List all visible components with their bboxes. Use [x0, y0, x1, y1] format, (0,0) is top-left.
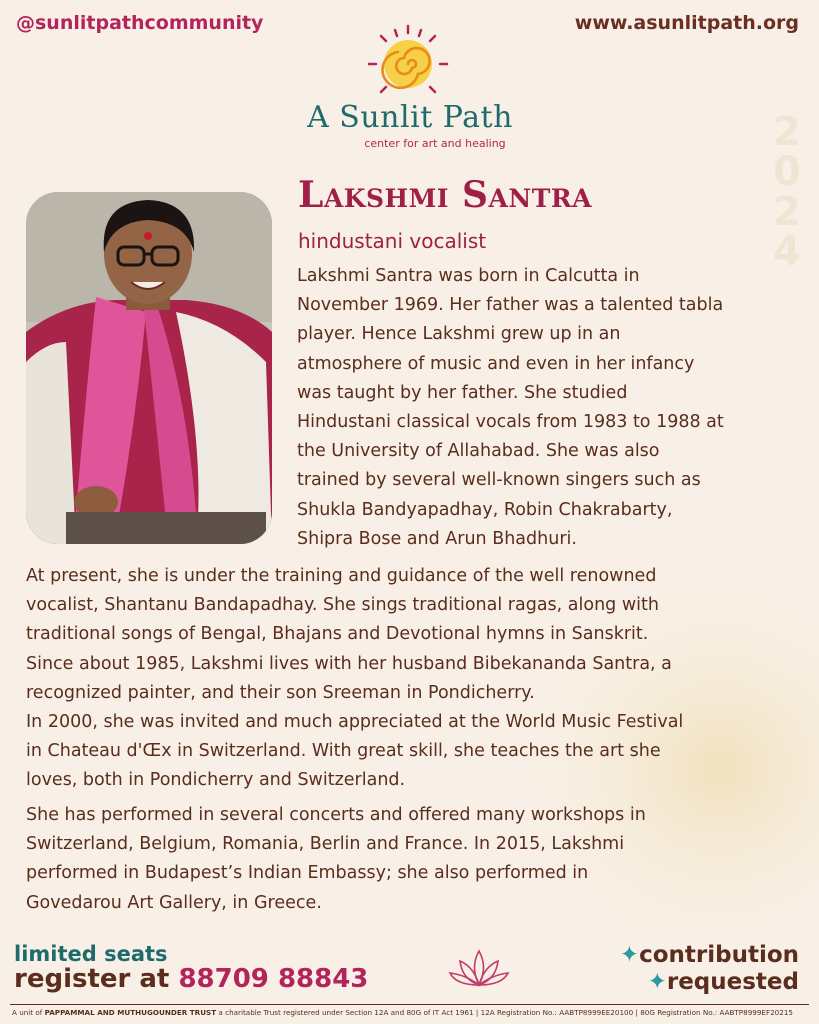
year-vertical [764, 109, 810, 275]
bio-paragraph-1 [297, 262, 797, 554]
year-digit: 2 [773, 109, 801, 155]
footer-separator: | [635, 1008, 638, 1017]
footer-trust-desc: a charitable Trust registered under Section 12A and 80G of IT Act 1961 [218, 1008, 474, 1017]
footer-unit-prefix: A unit of [12, 1008, 43, 1017]
portrait-illustration [26, 192, 272, 544]
bio-line: performed in Budapest’s Indian Embassy; she also performed in [26, 863, 589, 884]
footer-trust-name: PAPPAMMAL AND MUTHUGOUNDER TRUST [44, 1008, 217, 1017]
bio-line: in Chateau d'Œx in Switzerland. With great skill, she teaches the art she [26, 741, 661, 762]
register-label: register at [14, 964, 170, 994]
footer-legal [12, 1008, 812, 1017]
bio-line: November 1969. Her father was a talented tabla [297, 295, 724, 316]
artist-name: Lakshmi Santra [298, 174, 593, 216]
bio-paragraph-3 [26, 801, 796, 918]
logo-subtitle: center for art and healing [364, 137, 506, 150]
footer-divider [10, 1004, 809, 1005]
bio-paragraph-2 [26, 562, 796, 796]
sparkle-icon: ✦ [619, 942, 640, 968]
contribution-requested [620, 942, 799, 996]
logo-title: A Sunlit Path [307, 100, 513, 135]
bio-line: was taught by her father. She studied [297, 382, 628, 403]
phone-number[interactable]: 88709 88843 [178, 964, 369, 994]
bio-line: Switzerland, Belgium, Romania, Berlin and France. In 2015, Lakshmi [26, 834, 625, 855]
bio-line: Shipra Bose and Arun Bhadhuri. [297, 528, 577, 549]
bio-line: Lakshmi Santra was born in Calcutta in [297, 266, 640, 286]
bio-line: traditional songs of Bengal, Bhajans and Devotional hymns in Sanskrit. [26, 624, 649, 645]
bio-line: recognized painter, and their son Sreeman in Pondicherry. [26, 682, 535, 703]
website-url[interactable]: www.asunlitpath.org [574, 12, 799, 34]
bio-line: Hindustani classical vocals from 1983 to 1988 at [297, 412, 724, 433]
bio-line: Shukla Bandyapadhay, Robin Chakrabarty, [297, 499, 673, 520]
footer-separator: | [475, 1008, 479, 1017]
bio-line: vocalist, Shantanu Bandapadhay. She sings traditional ragas, along with [26, 595, 659, 616]
year-digit: 4 [773, 229, 801, 275]
sun-spiral-logo-icon [363, 22, 453, 112]
artist-role: hindustani vocalist [298, 229, 487, 253]
bio-line: trained by several well-known singers such as [297, 470, 701, 491]
year-digit: 0 [773, 149, 801, 195]
bio-line: In 2000, she was invited and much appreciated at the World Music Festival [26, 712, 684, 733]
limited-seats-label: limited seats [14, 942, 168, 966]
year-digit: 2 [773, 189, 801, 235]
footer-12a: 12A Registration No.: AABTP8999EE20100 [480, 1008, 634, 1017]
lotus-icon [448, 945, 510, 993]
bio-line: player. Hence Lakshmi grew up in an [297, 324, 621, 345]
bio-line: the University of Allahabad. She was also [297, 441, 660, 462]
bio-line: She has performed in several concerts and offered many workshops in [26, 805, 646, 825]
bio-line: Since about 1985, Lakshmi lives with her husband Bibekananda Santra, a [26, 653, 672, 674]
contribution-line-1: contribution [639, 942, 799, 968]
bio-line: atmosphere of music and even in her infancy [297, 353, 695, 374]
bio-line: loves, both in Pondicherry and Switzerland. [26, 770, 406, 791]
bio-line: Govedarou Art Gallery, in Greece. [26, 892, 322, 913]
contribution-line-2: requested [666, 969, 799, 995]
footer-80g: 80G Registration No.: AABTP8999EF20215 [640, 1008, 793, 1017]
bio-line: At present, she is under the training and guidance of the well renowned [26, 566, 657, 586]
social-handle: @sunlitpathcommunity [16, 12, 264, 34]
portrait-photo [26, 192, 272, 544]
register-line [14, 964, 368, 994]
sparkle-icon: ✦ [647, 969, 667, 995]
